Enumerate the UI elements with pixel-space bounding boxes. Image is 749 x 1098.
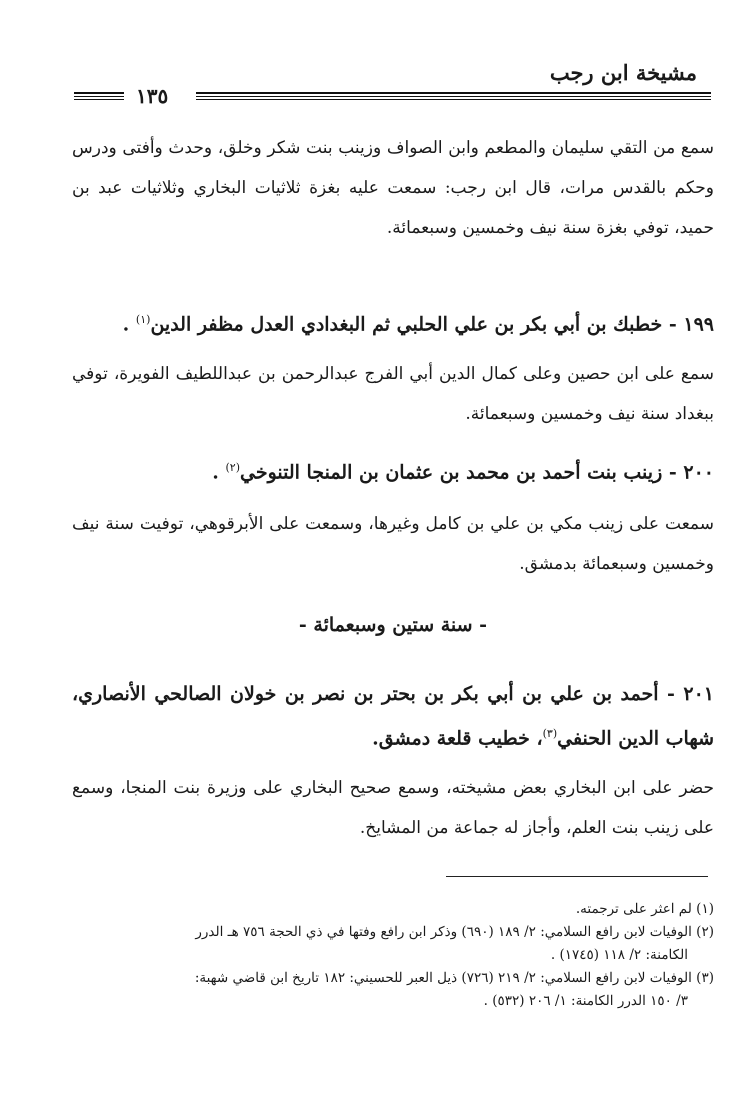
section-heading: - سنة ستين وسبعمائة - (298, 614, 488, 636)
header-rule-right (196, 92, 711, 102)
footnote-separator (446, 876, 708, 877)
paragraph-201: حضر على ابن البخاري بعض مشيخته، وسمع صحيح البخاري على وزيرة بنت المنجا، وسمع على زينب بنت العلم، وأجاز له جماعة من المشايخ. (72, 778, 714, 838)
paragraph-199: سمع على ابن حصين وعلى كمال الدين أبي الفرج عبدالرحمن بن عبداللطيف الفويرة، توفي ببغداد سنة نيف وخمسين وسبعمائة. (72, 364, 714, 424)
page-number: ١٣٥ (136, 84, 169, 108)
entry-199-title: ١٩٩ - خطبك بن أبي بكر بن علي الحلبي ثم البغدادي العدل مظفر الدين (150, 313, 714, 336)
entry-201-title: ٢٠١ - أحمد بن علي بن أبي بكر بن بحتر بن نصر بن خولان الصالحي الأنصاري، شهاب الدين الحنفي (72, 683, 714, 750)
entry-200-title: ٢٠٠ - زينب بنت أحمد بن محمد بن عثمان بن المنجا التنوخي (239, 461, 714, 484)
entry-201-title-end: ، خطيب قلعة دمشق. (372, 727, 543, 750)
paragraph-200: سمعت على زينب مكي بن علي بن كامل وغيرها، وسمعت على الأبرقوهي، توفيت سنة نيف وخمسين وسبعمائة بدمشق. (72, 514, 714, 574)
footnote-1: (١) لم اعثر على ترجمته. (575, 901, 714, 917)
entry-199-period: . (122, 313, 130, 336)
footnote-3-line-2: ٣/ ١٥٠ الدرر الكامنة: ١/ ٢٠٦ (٥٣٢) . (483, 993, 688, 1009)
paragraph-198-continued: سمع من التقي سليمان والمطعم وابن الصواف وزينب بنت شكر وخلق، وحدث وأفتى ودرس وحكم بالقدس مرات، قال ابن رجب: سمعت عليه بغزة ثلاثيات البخاري وثلاثيات عبد بن حميد، توفي بغزة سنة نيف وخمسين وسبعمائة. (72, 138, 714, 238)
entry-200-heading (72, 448, 714, 492)
entry-201-heading (72, 674, 714, 758)
footnote-2-line-2: الكامنة: ٢/ ١١٨ (١٧٤٥) . (550, 947, 688, 963)
header-rule-left (74, 92, 124, 102)
footnote-ref-2: (٢) (225, 461, 240, 474)
footnote-ref-3: (٣) (542, 727, 558, 740)
running-header-title: مشيخة ابن رجب (549, 60, 697, 85)
entry-200-period: . (212, 461, 219, 484)
footnote-ref-1: (١) (135, 313, 151, 326)
entry-199-heading (72, 300, 714, 344)
footnote-3-line-1: (٣) الوفيات لابن رافع السلامي: ٢/ ٢١٩ (٧٢٦) ذيل العبر للحسيني: ١٨٢ تاريخ ابن قاضي شهبة: (194, 970, 714, 986)
footnotes (72, 898, 714, 1013)
footnote-2-line-1: (٢) الوفيات لابن رافع السلامي: ٢/ ١٨٩ (٦٩٠) وذكر ابن رافع وفتها في ذي الحجة ٧٥٦ هـ الدرر (195, 924, 714, 940)
